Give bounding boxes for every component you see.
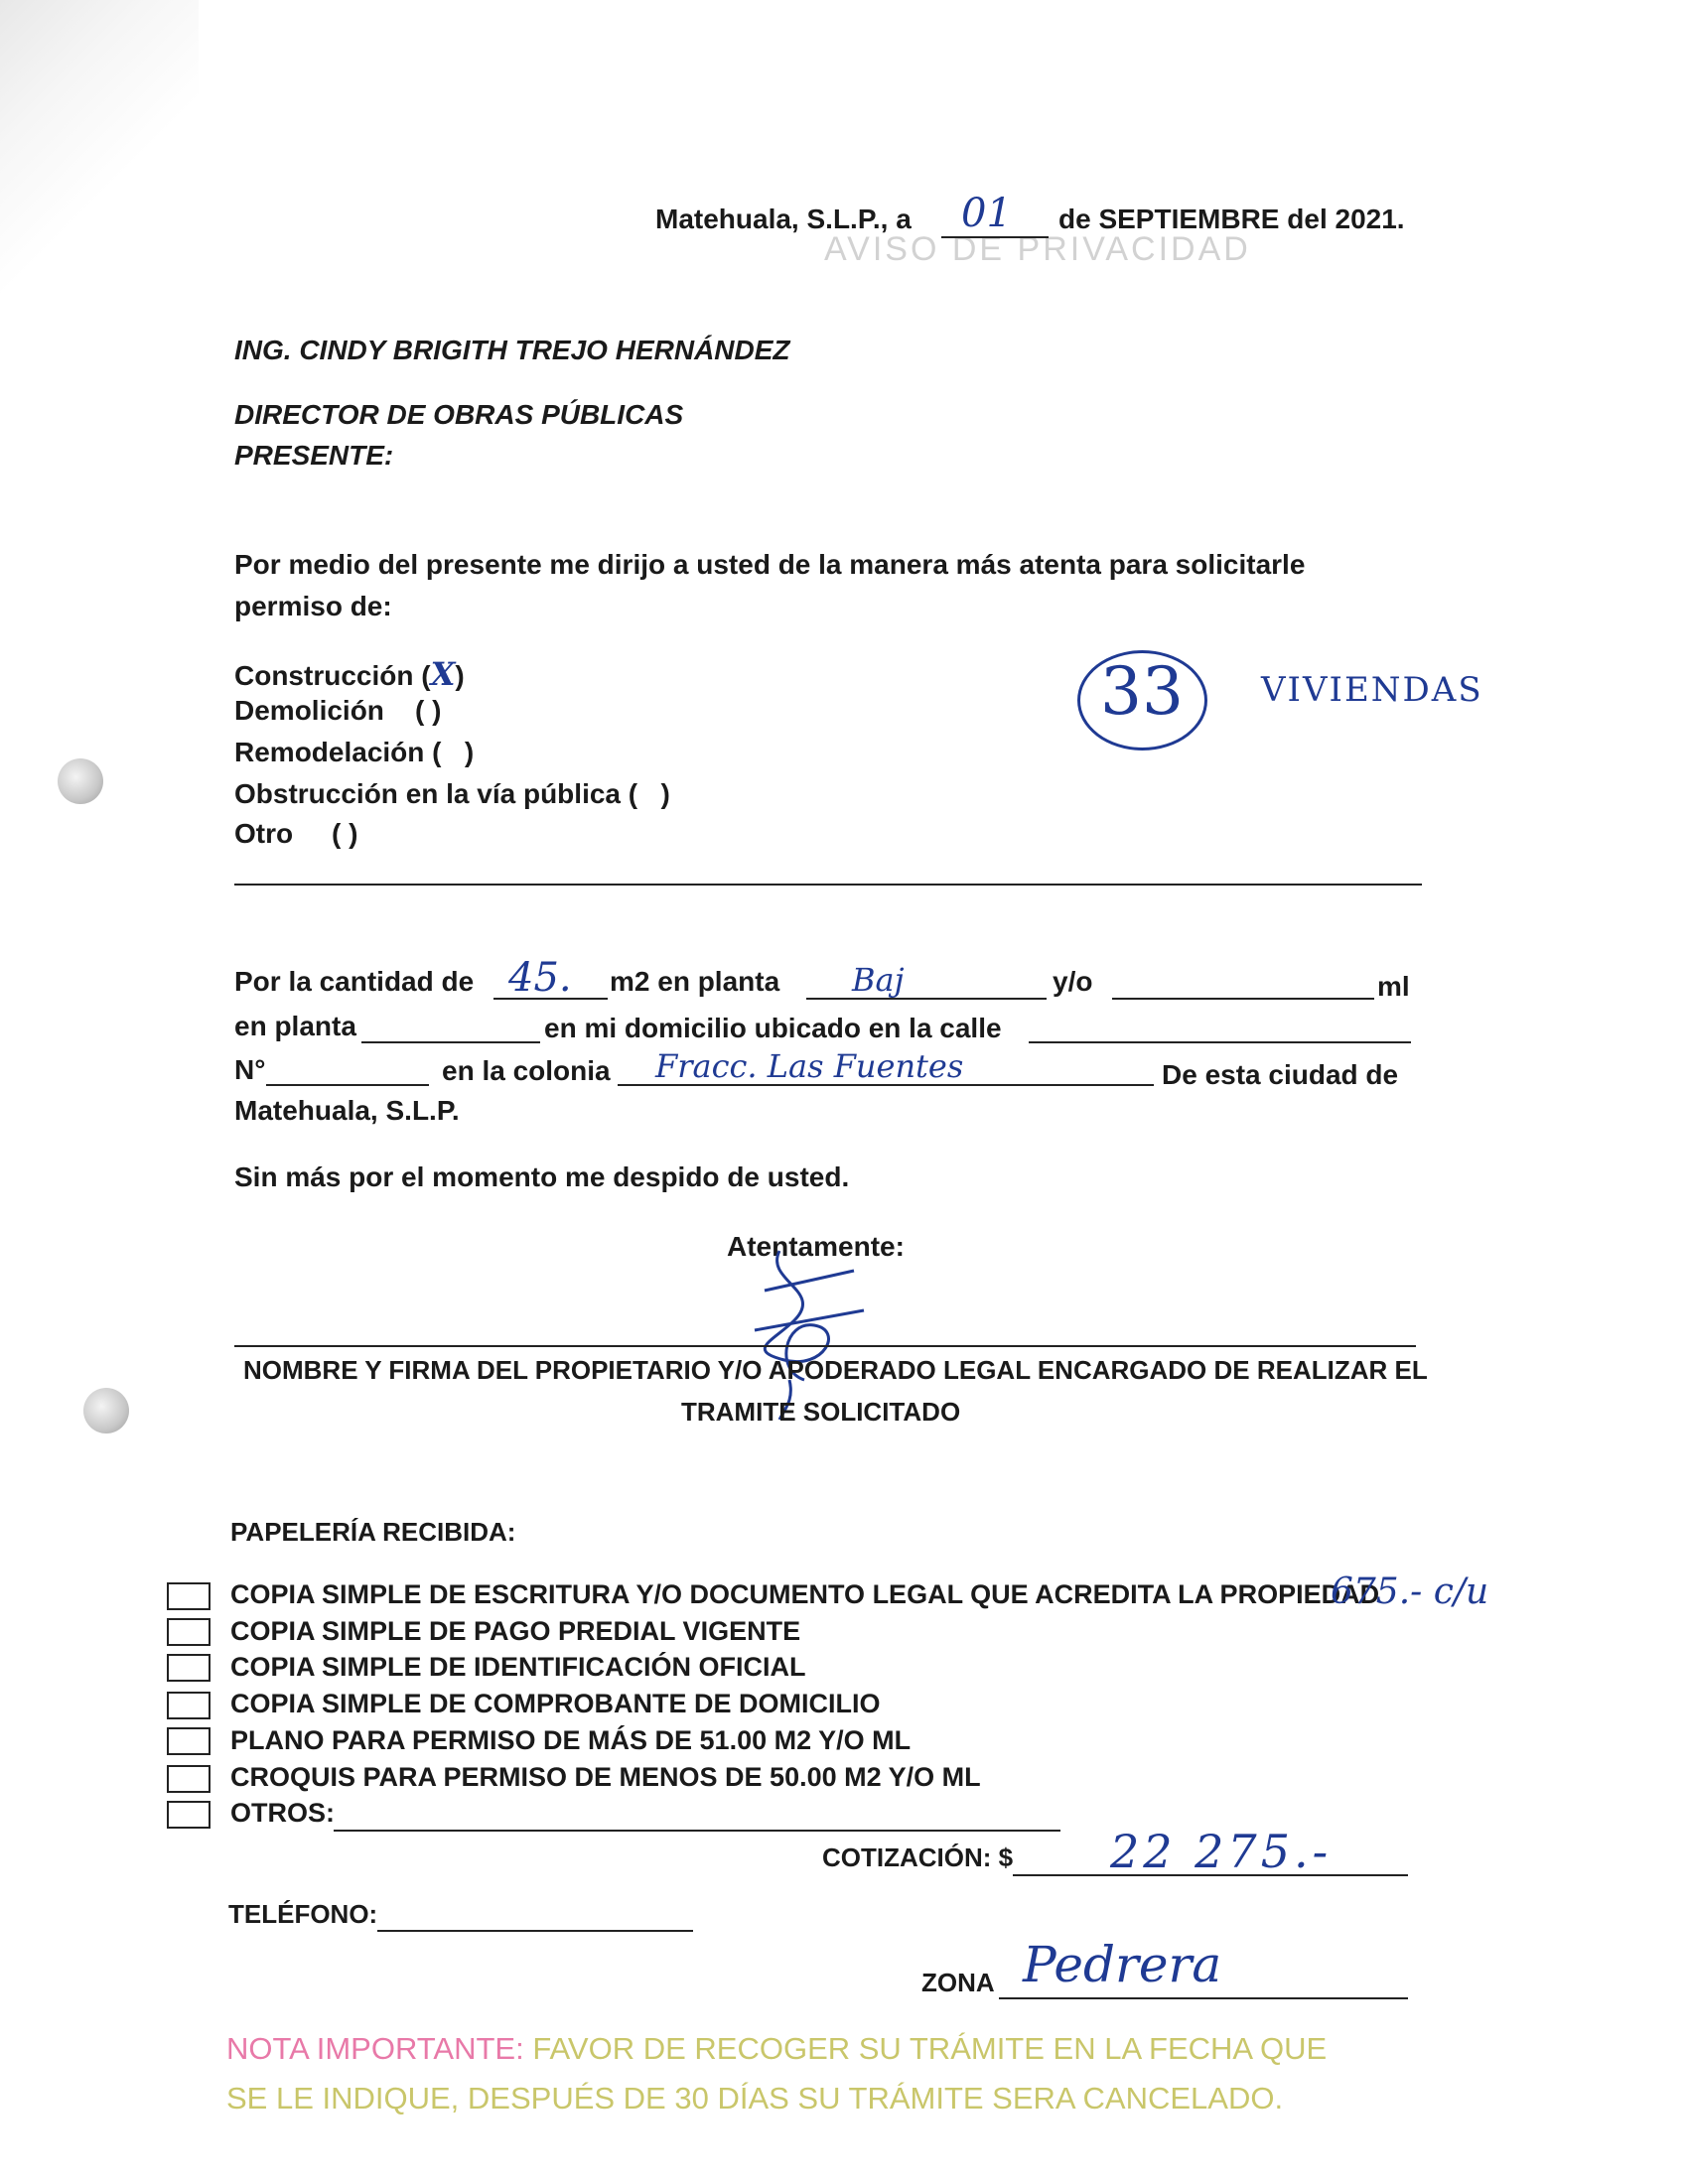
signature-caption-2: TRAMITE SOLICITADO xyxy=(681,1397,961,1427)
permit-close[interactable]: ( ) xyxy=(332,818,358,849)
cotizacion-label: COTIZACIÓN: $ xyxy=(822,1843,1014,1872)
permit-close[interactable]: ) xyxy=(660,778,670,809)
recipient-title: DIRECTOR DE OBRAS PÚBLICAS xyxy=(234,399,684,430)
permit-label: Remodelación ( xyxy=(234,737,442,767)
annotation-number: 33 xyxy=(1100,653,1184,730)
permit-label: Otro xyxy=(234,818,294,849)
telefono-label: TELÉFONO: xyxy=(228,1899,378,1929)
doc-item: COPIA SIMPLE DE PAGO PREDIAL VIGENTE xyxy=(230,1616,801,1646)
doc-item: PLANO PARA PERMISO DE MÁS DE 51.00 M2 Y/O ML xyxy=(230,1725,912,1755)
doc-checkbox[interactable] xyxy=(167,1692,211,1719)
intro-line-2: permiso de: xyxy=(234,591,392,621)
otro-line xyxy=(234,884,1422,886)
zona-line xyxy=(999,1997,1408,1999)
zona-label: ZONA xyxy=(921,1968,995,1997)
calle-line xyxy=(1029,1041,1411,1043)
signature-scribble xyxy=(725,1231,884,1420)
papeleria-heading: PAPELERÍA RECIBIDA: xyxy=(230,1517,516,1547)
yo-line xyxy=(1112,998,1374,1000)
m2-value[interactable]: 45. xyxy=(508,955,572,1001)
closing-text: Sin más por el momento me despido de usted. xyxy=(234,1161,850,1192)
permit-label: Obstrucción en la vía pública ( xyxy=(234,778,638,809)
permit-label: Construcción ( xyxy=(234,660,431,691)
permit-obstruccion xyxy=(234,778,670,810)
recipient-presente: PRESENTE: xyxy=(234,440,394,471)
qty-label-g: N° xyxy=(234,1054,266,1085)
doc-checkbox[interactable] xyxy=(167,1765,211,1793)
qty-label-f: en mi domicilio ubicado en la calle xyxy=(544,1013,1002,1043)
punch-hole xyxy=(83,1388,129,1433)
otros-line xyxy=(334,1830,1060,1832)
qty-label-a: Por la cantidad de xyxy=(234,966,475,997)
en-planta-line xyxy=(361,1041,540,1043)
day-line xyxy=(941,236,1049,238)
qty-label-h: en la colonia xyxy=(442,1055,611,1086)
doc-checkbox[interactable] xyxy=(167,1582,211,1610)
qty-label-c: y/o xyxy=(1053,966,1093,997)
colonia-value[interactable]: Fracc. Las Fuentes xyxy=(655,1047,964,1085)
zona-value[interactable]: Pedrera xyxy=(1023,1936,1222,1993)
punch-hole xyxy=(58,758,103,804)
doc-item: CROQUIS PARA PERMISO DE MENOS DE 50.00 M2 Y/O ML xyxy=(230,1762,981,1792)
permit-label: Demolición xyxy=(234,695,384,726)
doc-item: COPIA SIMPLE DE ESCRITURA Y/O DOCUMENTO LEGAL QUE ACREDITA LA PROPIEDAD xyxy=(230,1579,1380,1609)
qty-label-e: en planta xyxy=(234,1011,356,1041)
doc-item: COPIA SIMPLE DE COMPROBANTE DE DOMICILIO xyxy=(230,1689,881,1718)
nota-prefix: NOTA IMPORTANTE: xyxy=(226,2031,524,2066)
permit-demolicion xyxy=(234,695,441,727)
annotation-text: VIVIENDAS xyxy=(1261,670,1483,710)
doc-item: OTROS: xyxy=(230,1798,335,1828)
permit-remodelacion xyxy=(234,737,474,768)
doc-item: COPIA SIMPLE DE IDENTIFICACIÓN OFICIAL xyxy=(230,1652,806,1682)
qty-label-b: m2 en planta xyxy=(610,966,780,997)
date-place: Matehuala, S.L.P., a xyxy=(655,204,912,234)
permit-otro xyxy=(234,818,357,850)
ghost-heading: AVISO DE PRIVACIDAD xyxy=(824,230,1251,268)
nota-text-1: FAVOR DE RECOGER SU TRÁMITE EN LA FECHA QUE xyxy=(532,2031,1328,2066)
doc-checkbox[interactable] xyxy=(167,1654,211,1682)
qty-label-d: ml xyxy=(1377,971,1410,1002)
date-month-year: de SEPTIEMBRE del 2021. xyxy=(1058,204,1405,234)
doc-checkbox[interactable] xyxy=(167,1801,211,1829)
qty-label-j: Matehuala, S.L.P. xyxy=(234,1095,460,1126)
scan-edge-shadow xyxy=(0,0,199,298)
nota-text-2: SE LE INDIQUE, DESPUÉS DE 30 DÍAS SU TRÁMITE SERA CANCELADO. xyxy=(226,2081,1284,2116)
planta-value[interactable]: Baj xyxy=(852,961,905,999)
numero-line xyxy=(266,1084,429,1086)
telefono-line[interactable] xyxy=(377,1930,693,1932)
qty-label-i: De esta ciudad de xyxy=(1162,1059,1399,1090)
day-value: 01 xyxy=(961,191,1012,236)
permit-mark[interactable]: X xyxy=(430,655,456,693)
permit-close[interactable]: ( ) xyxy=(415,695,442,726)
atentamente-label: Atentamente: xyxy=(727,1231,905,1262)
planta-line xyxy=(806,998,1047,1000)
unit-price-note: 675.- c/u xyxy=(1331,1571,1489,1612)
signature-line xyxy=(234,1345,1416,1347)
permit-close: ) xyxy=(455,660,465,691)
recipient-name: ING. CINDY BRIGITH TREJO HERNÁNDEZ xyxy=(234,335,790,365)
signature-caption-1: NOMBRE Y FIRMA DEL PROPIETARIO Y/O APODERADO LEGAL ENCARGADO DE REALIZAR EL xyxy=(243,1355,1428,1385)
doc-checkbox[interactable] xyxy=(167,1618,211,1646)
permit-construccion xyxy=(234,655,465,693)
intro-line-1: Por medio del presente me dirijo a usted de la manera más atenta para solicitarle xyxy=(234,549,1306,580)
nota-importante xyxy=(226,2031,1327,2067)
cotizacion-value[interactable]: 22 275.- xyxy=(1110,1825,1333,1878)
permit-close[interactable]: ) xyxy=(464,737,475,767)
doc-checkbox[interactable] xyxy=(167,1727,211,1755)
